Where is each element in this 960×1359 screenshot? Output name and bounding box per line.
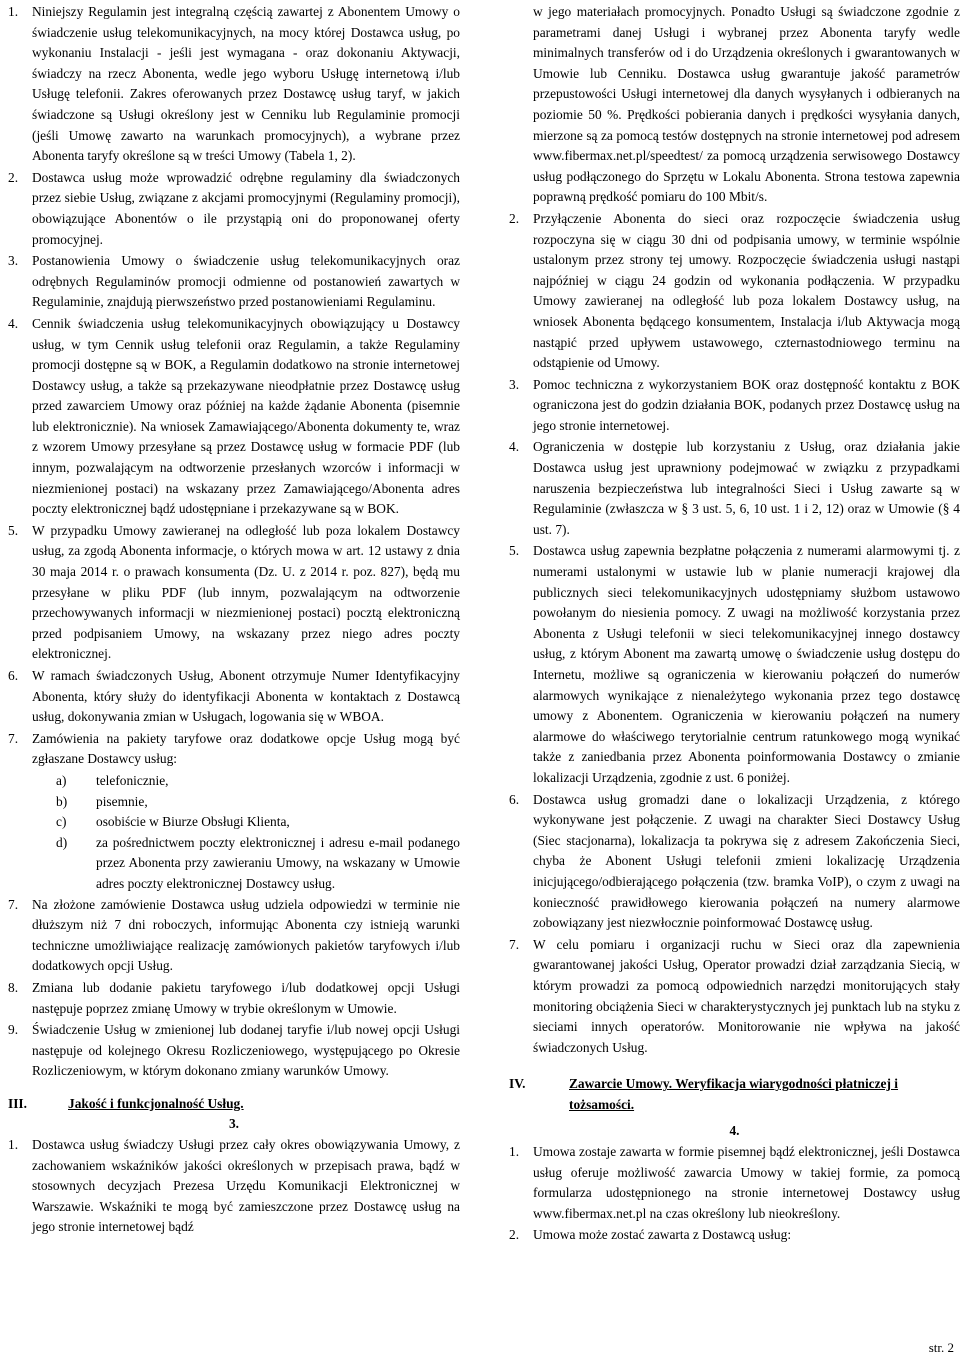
section-4-title: Zawarcie Umowy. Weryfikacja wiarygodności płatniczej i tożsamości. [569,1076,899,1112]
list-item [509,541,960,788]
list-item [8,978,460,1019]
sub-list-item [56,812,460,833]
section-3-list [8,1135,460,1238]
quality-list [509,209,960,1058]
page-number: str. 2 [928,1340,954,1355]
section-4-list [509,1142,960,1246]
sub-item-label: c) [56,814,67,830]
list-item [8,168,460,250]
list-item [8,729,460,770]
sub-item-text: osobiście w Biurze Obsługi Klienta, [96,814,290,830]
item-number: 3. [509,376,520,392]
list-item [509,1225,960,1246]
item-text: W przypadku Umowy zawieranej na odległość lub poza lokalem Dostawcy usług, za zgodą Abonenta informacje, o których mowa w art. 12 ustawy z dnia 30 maja 2014 r. o prawach konsumenta (Dz. U. z 2014 r. poz. 827), będą mu przesyłane w pliku PDF (lub innym, pozwalającym na odtworzenie przechowywanych informacji w niezmienionej postaci) pocztą elektroniczną przed podpisaniem Umowy, na wskazany przez niego adres poczty elektronicznej. [32,522,460,662]
item-number: 2. [8,169,19,185]
section-3-number: 3. [228,1116,240,1132]
item-text: Przyłączenie Abonenta do sieci oraz rozpoczęcie świadczenia usług rozpoczyna się w ciągu 30 dni od podpisania umowy, w terminie wspólnie ustalonym przez strony tej umowy. Rozpoczęcie świadczenia usługi nastąpi najpóźniej w ciągu 24 godzin od wykonania podłączenia. W przypadku Umowy zawieranej na odległość lub poza lokalem Dostawcy usług, na wniosek Abonenta będącego konsumentem, Instalacja i/lub Aktywacja mogą nastąpić przed upływem ustawowego, czternastodniowego terminu na odstąpienie od Umowy. [533,210,960,371]
item-number: 5. [8,522,19,538]
item-text: Na złożone zamówienie Dostawca usług udziela odpowiedzi w terminie nie dłuższym niż 7 dni roboczych, informując Abonenta czy istnieją warunki techniczne umożliwiające realizację zamówionych pakietów taryfowych i/lub dodatkowych opcji Usług. [32,896,460,974]
section-3-title: Jakość i funkcjonalność Usług. [68,1095,244,1111]
item-number: 7. [8,896,19,912]
item-text: Świadczenie Usług w zmienionej lub dodanej taryfie i/lub nowej opcji Usługi następuje od kolejnego Okresu Rozliczeniowego, występującego po Okresie Rozliczeniowym, w którym dokonano zmiany warunków Umowy. [32,1022,460,1079]
item-text: Zamówienia na pakiety taryfowe oraz dodatkowe opcje Usług mogą być zgłaszane Dostawcy usług: [32,730,460,767]
item-number: 6. [8,668,19,683]
right-column [509,2,960,1247]
sub-list-item [56,771,460,792]
sub-item-label: a) [56,772,67,788]
continuation-paragraph: w jego materiałach promocyjnych. Ponadto Usługi są świadczone zgodnie z parametrami danej Usługi i wybranej przez Abonenta taryfy wedle minimalnych transferów od i do Urządzenia określonych i gwarantowanych w Umowie lub Cenniku. Dostawca usług gwarantuje jakość parametrów przepustowości Usługi internetowej dla danych wysyłanych i odbieranych na poziomie 50 %. Prędkości pobierania danych i prędkości wysyłania danych, mierzone są za pomocą testów dostępnych na stronie internetowej pod adresem www.fibermax.net.pl/speedtest/ za pomocą urządzenia serwisowego Dostawcy usług podłączonego do Sprzętu w Lokalu Abonenta. Strona testowa zapewnia poprawną prędkość pomiaru do 100 Mbit/s. [533,4,960,205]
list-item [509,437,960,540]
item-number: 4. [8,315,19,331]
section-3-roman: III. [8,1095,27,1111]
order-processing-list [8,895,460,1082]
item-text: Dostawca usług zapewnia bezpłatne połączenia z numerami alarmowymi tj. z numerami ustalonymi w ustawie lub w planie numeracji krajowej dla publicznych sieci telekomunikacyjnych udostępniamy służbom ustawowo powołanym do niesienia pomocy. Z uwagi na możliwość korzystania przez Abonenta z Usługi telefonii w sieci telekomunikacyjnej innego dostawcy usług, z którym Abonent ma zawartą umowę o świadczenie usług dostępu do Internetu, możliwe są ograniczenia w kierowaniu połączeń do numerów alarmowych wynikające z nienależytego wykonania przez tego dostawcę umowy z Abonentem. Ograniczenia w kierowaniu połączeń na numery alarmowe do właściwego terytorialnie centrum ratunkowego mogą wynikać także z zaniedbania przez Abonenta poinformowania Dostawcy o zmianie lokalizacji Urządzenia, zgodnie z ust. 6 poniżej. [533,543,960,785]
item-number: 2. [509,210,520,226]
list-item [8,314,460,520]
sub-item-label: b) [56,793,68,809]
list-item [8,2,460,167]
list-item [8,1135,460,1238]
item-number: 4. [509,439,520,455]
list-item [509,375,960,437]
section-3-heading [8,1094,460,1115]
list-item [8,895,460,977]
item-text: Umowa zostaje zawarta w formie pisemnej bądź elektronicznej, jeśli Dostawca usług oferuje możliwość zawarcia Umowy w takiej formie, za pomocą formularza udostępnionego na stronie internetowej Dostawcy usług www.fibermax.net.pl na czas określony lub nieokreślony. [533,1144,960,1221]
item-number: 7. [8,730,19,746]
item-text: Niniejszy Regulamin jest integralną częścią zawartej z Abonentem Umowy o świadczenie usług telekomunikacyjnych, na mocy której Dostawca usług, po wykonaniu Instalacji - jeśli jest wymagana - oraz dokonaniu Aktywacji, świadczy na rzecz Abonenta, wedle jego wyboru Usługę internetową i/lub Usługę telefonii. Zakres oferowanych przez Dostawcę usług taryf, w jakich świadczone są Usługi określony jest w Cenniku lub Regulaminie promocji (jeśli Umowę zawarto na warunkach promocyjnych), a wybrane przez Abonenta taryfy określone są w treści Umowy (Tabela 1, 2). [32,4,460,164]
item-number: 8. [8,979,19,995]
sub-item-text: pisemnie, [96,793,148,809]
sub-list-item [56,792,460,813]
item-text: Dostawca usług gromadzi dane o lokalizacji Urządzenia, z którego wykonywane jest połączenie. Z uwagi na charakter Sieci Dostawcy Usług (Siec stacjonarna), lokalizacja ta pokrywa się z adresem Zakończenia Sieci, chyba że Abonent Usługi telefonii zmieni lokalizację Urządzenia inicjującego/odbierającego połączenia (tzw. bramka VoIP), o czym z uwagi na konieczność prawidłowego kierowania połączeń na numery alarmowe zobowiązany jest niezwłocznie poinformować Dostawcę usług. [533,791,960,931]
item-text: Ograniczenia w dostępie lub korzystaniu z Usług, oraz działania jakie Dostawca usług jest uprawniony podejmować w związku z przypadkami naruszenia bezpieczeństwa lub integralności Sieci i Usług zawarte są w Regulaminie (zwłaszcza w § 3 ust. 5, 6, 10 ust. 1 i 2, 12) oraz w Umowie (§ 4 ust. 7). [533,439,960,537]
item-text: W celu pomiaru i organizacji ruchu w Sieci oraz dla zapewnienia gwarantowanej jakości Usług, Operator prowadzi dział zarządzania Siecią, w którym prowadzi za pomocą odpowiednich narzędzi monitorujących stały monitoring obciążenia Sieci w charakterystycznych jej punktach lub na styku z sieciami innych operatorów. Monitorowanie nie wpływa na jakość świadczonych Usług. [533,936,960,1055]
item-text: Dostawca usług świadczy Usługi przez cały okres obowiązywania Umowy, z zachowaniem wskaźników jakości określonych w przepisach prawa, bądź w stosownych decyzjach Prezesa Urzędu Komunikacji Elektronicznej w Warszawie. Wskaźniki te mogą być zamieszczone przez Dostawcę usług na jego stronie internetowej bądź [32,1137,460,1235]
item-text: W ramach świadczonych Usług, Abonent otrzymuje Numer Identyfikacyjny Abonenta, który służy do identyfikacji Abonenta w kontaktach z Dostawcą usług, dokonywania zmian w Usługach, logowania się w WBOA. [32,668,460,725]
section-4-roman: IV. [509,1076,526,1092]
list-item [509,935,960,1059]
sub-item-text: za pośrednictwem poczty elektronicznej i adresu e-mail podanego przez Abonenta przy zawieraniu Umowy, na wskazany w Umowie adres poczty elektronicznej Dostawcy usług. [96,834,460,891]
sub-list-item [56,833,460,895]
item-number: 6. [509,791,520,807]
list-item [509,790,960,934]
item-text: Dostawca usług może wprowadzić odrębne regulaminy dla świadczonych przez siebie Usług, związane z akcjami promocyjnymi (Regulaminy promocji), obowiązujące Abonentów o ile przystąpią oni do proponowanej oferty promocyjnej. [32,169,460,247]
item-number: 7. [509,936,520,952]
item-number: 2. [509,1227,520,1243]
item-text: Pomoc techniczna z wykorzystaniem BOK oraz dostępność kontaktu z BOK ograniczona jest do godzin działania BOK, podanych przez Dostawcę usług na jego stronie internetowej. [533,376,960,433]
item-number: 1. [8,4,19,19]
left-column [8,2,460,1239]
item-text: Umowa może zostać zawarta z Dostawcą usług: [533,1227,792,1243]
item-text: Zmiana lub dodanie pakietu taryfowego i/lub dodatkowej opcji Usługi następuje poprzez zmianę Umowy w trybie określonym w Umowie. [32,979,460,1016]
list-item [509,209,960,374]
item-number: 3. [8,253,19,269]
section-4-number: 4. [729,1123,740,1139]
section-4-heading [509,1074,960,1115]
list-item [8,1020,460,1082]
order-channels-list [32,771,460,895]
list-item [509,1142,960,1224]
item-number: 9. [8,1022,19,1038]
item-number: 5. [509,543,520,559]
item-text: Postanowienia Umowy o świadczenie usług telekomunikacyjnych oraz odrębnych Regulaminów promocji odmienne od postanowień zawartych w Regulaminie, znajdują pierwszeństwo przed postanowieniami Regulaminu. [32,253,460,310]
intro-list [8,2,460,770]
item-text: Cennik świadczenia usług telekomunikacyjnych obowiązujący u Dostawcy usług, w tym Cennik usług telefonii oraz Regulamin, a także Regulaminy promocji dostępne są w BOK, a Regulamin dodatkowo na stronie internetowej Dostawcy usług, a także są przekazywane nieodpłatnie przez Dostawcę usług przed zawarciem Umowy oraz później na każde żądanie Abonenta (pisemnie lub elektronicznie). Na wniosek Zamawiającego/Abonenta dokumenty te, wraz z wzorem Umowy przesyłane są przez Dostawcę usług w formacie PDF (lub innym, pozwalającym na odtworzenie przesłanych wzorców i informacji w niezmienionej postaci) na wskazany przez Zamawiającego/Abonenta adres poczty elektronicznej bądź udostępniane i przekazywane są w BOK. [32,315,460,517]
list-item [8,666,460,728]
sub-item-label: d) [56,834,68,850]
list-item [8,251,460,313]
sub-item-text: telefonicznie, [96,772,169,788]
list-item [8,521,460,665]
item-number: 1. [509,1144,520,1160]
item-number: 1. [8,1137,19,1153]
